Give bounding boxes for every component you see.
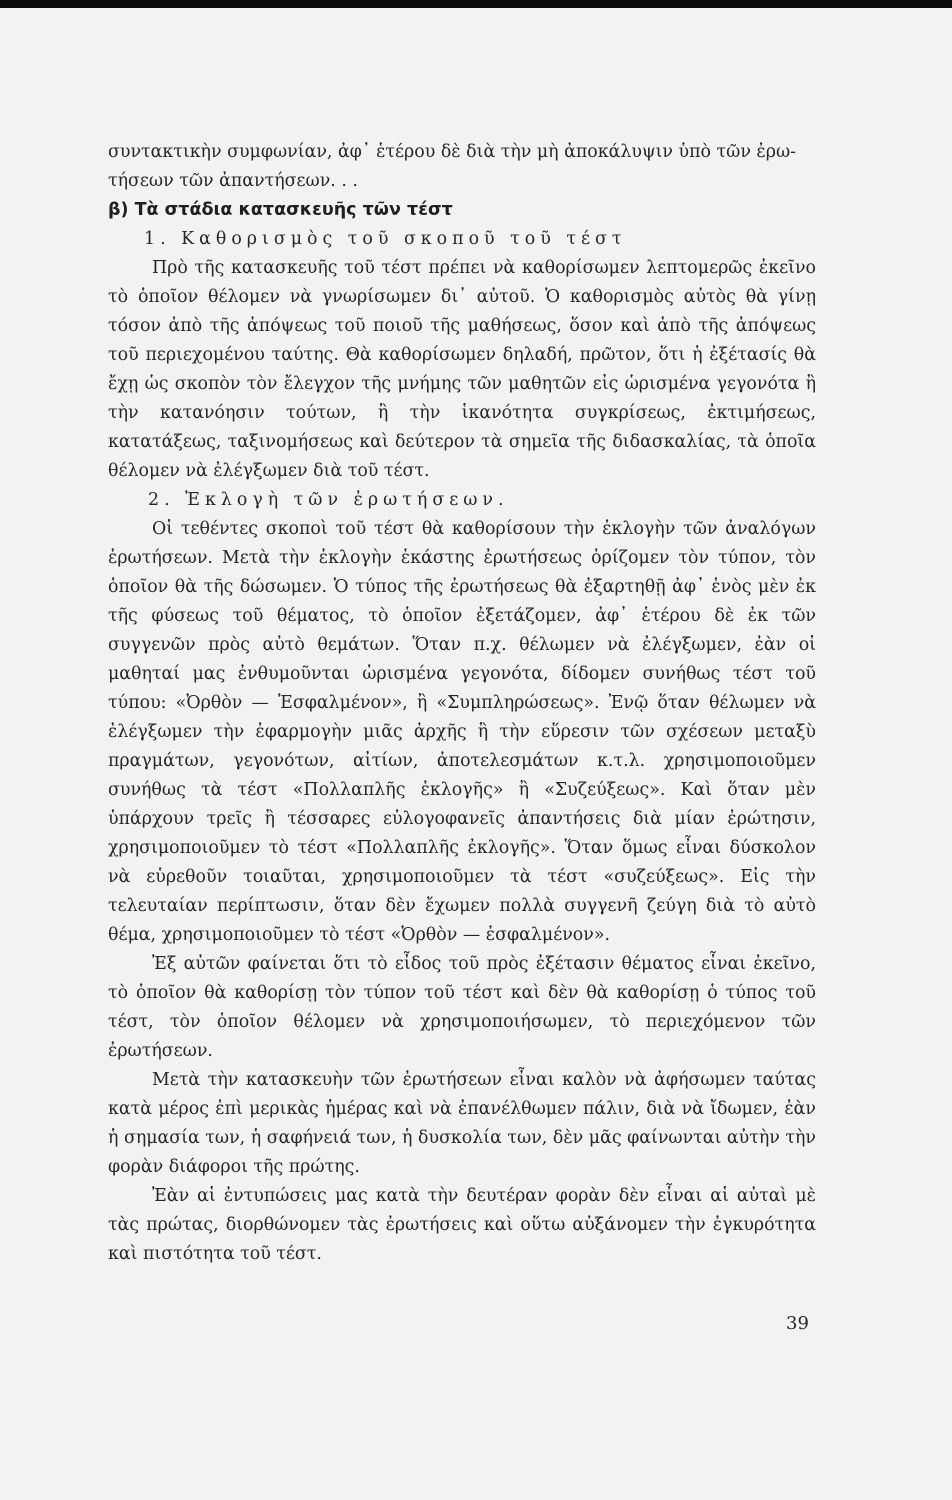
scan-top-border <box>0 0 952 8</box>
page-number: 39 <box>786 1313 809 1334</box>
subsection-2-heading: 2. Ἐκλογὴ τῶν ἐρωτήσεων. <box>148 490 509 510</box>
subsection-2-paragraph-3: Μετὰ τὴν κατασκευὴν τῶν ἐρωτήσεων εἶναι καλὸν νὰ ἀφήσωμεν ταύτας κατὰ μέρος ἐπὶ μερικὰς ἡμέρας καὶ νὰ ἐπανέλθωμεν πάλιν, διὰ νὰ ἴδωμεν, ἐὰν ἡ σημασία των, ἡ σαφήνειά των, ἡ δυσκολία των, δὲν μᾶς φαίνωνται αὐτὴν τὴν φορὰν διάφοροι τῆς πρώτης. <box>108 1070 816 1177</box>
subsection-2-paragraph-2: Ἐξ αὐτῶν φαίνεται ὅτι τὸ εἶδος τοῦ πρὸς ἐξέτασιν θέματος εἶναι ἐκεῖνο, τὸ ὁποῖον θὰ καθορίσῃ τὸν τύπον τοῦ τέστ καὶ δὲν θὰ καθορίσῃ ὁ τύπος τοῦ τέστ, τὸν ὁποῖον θέλομεν νὰ χρησιμοποιήσωμεν, τὸ περιεχόμενον τῶν ἐρωτήσεων. <box>108 954 816 1061</box>
intro-line-1: συντακτικὴν συμφωνίαν, ἀφ᾽ ἑτέρου δὲ διὰ τὴν μὴ ἀποκάλυψιν ὑπὸ τῶν ἐρω- <box>108 142 797 162</box>
page-body <box>108 138 816 1269</box>
subsection-2-paragraph-1: Οἱ τεθέντες σκοποὶ τοῦ τέστ θὰ καθορίσουν τὴν ἐκλογὴν τῶν ἀναλόγων ἐρωτήσεων. Μετὰ τὴν ἐκλογὴν ἑκάστης ἐρωτήσεως ὁρίζομεν τὸν τύπον, τὸν ὁποῖον θὰ τῆς δώσωμεν. Ὁ τύπος τῆς ἐρωτήσεως θὰ ἐξαρτηθῇ ἀφ᾽ ἑνὸς μὲν ἐκ τῆς φύσεως τοῦ θέματος, τὸ ὁποῖον ἐξετάζομεν, ἀφ᾽ ἑτέρου δὲ ἐκ τῶν συγγενῶν πρὸς αὐτὸ θεμάτων. Ὅταν π.χ. θέλωμεν νὰ ἐλέγξωμεν, ἐὰν οἱ μαθηταί μας ἐνθυμοῦνται ὡρισμένα γεγονότα, δίδομεν συνήθως τέστ τοῦ τύπου: «Ὀρθὸν — Ἐσφαλμένον», ἢ «Συμπληρώσεως». Ἐνῷ ὅταν θέλωμεν νὰ ἐλέγξωμεν τὴν ἐφαρμογὴν μιᾶς ἀρχῆς ἢ τὴν εὕρεσιν τῶν σχέσεων μεταξὺ πραγμάτων, γεγονότων, αἰτίων, ἀποτελεσμάτων κ.τ.λ. χρησιμοποιοῦμεν συνήθως τὰ τέστ «Πολλαπλῆς ἐκλογῆς» ἢ «Συζεύξεως». Καὶ ὅταν μὲν ὑπάρχουν τρεῖς ἢ τέσσαρες εὐλογοφανεῖς ἀπαντήσεις διὰ μίαν ἐρώτησιν, χρησιμοποιοῦμεν τὸ τέστ «Πολλαπλῆς ἐκλογῆς». Ὅταν ὅμως εἶναι δύσκολον νὰ εὑρεθοῦν τοιαῦται, χρησιμοποιοῦμεν τὰ τέστ «συζεύξεως». Εἰς τὴν τελευταίαν περίπτωσιν, ὅταν δὲν ἔχωμεν πολλὰ συγγενῆ ζεύγη διὰ τὸ αὐτὸ θέμα, χρησιμοποιοῦμεν τὸ τέστ «Ὀρθὸν — ἐσφαλμένον». <box>108 519 816 945</box>
intro-line-2: τήσεων τῶν ἀπαντήσεων. . . <box>108 171 358 191</box>
section-heading: β) Τὰ στάδια κατασκευῆς τῶν τέστ <box>108 200 453 220</box>
subsection-2-paragraph-4: Ἐὰν αἱ ἐντυπώσεις μας κατὰ τὴν δευτέραν φορὰν δὲν εἶναι αἱ αὐταὶ μὲ τὰς πρώτας, διορθώνομεν τὰς ἐρωτήσεις καὶ οὕτω αὐξάνομεν τὴν ἐγκυρότητα καὶ πιστότητα τοῦ τέστ. <box>108 1186 816 1264</box>
subsection-1-paragraph: Πρὸ τῆς κατασκευῆς τοῦ τέστ πρέπει νὰ καθορίσωμεν λεπτομερῶς ἐκεῖνο τὸ ὁποῖον θέλομεν νὰ γνωρίσωμεν δι᾽ αὐτοῦ. Ὁ καθορισμὸς αὐτὸς θὰ γίνῃ τόσον ἀπὸ τῆς ἀπόψεως τοῦ ποιοῦ τῆς μαθήσεως, ὅσον καὶ ἀπὸ τῆς ἀπόψεως τοῦ περιεχομένου ταύτης. Θὰ καθορίσωμεν δηλαδή, πρῶτον, ὅτι ἡ ἐξέτασίς θὰ ἔχῃ ὡς σκοπὸν τὸν ἔλεγχον τῆς μνήμης τῶν μαθητῶν εἰς ὡρισμένα γεγονότα ἢ τὴν κατανόησιν τούτων, ἢ τὴν ἱκανότητα συγκρίσεως, ἐκτιμήσεως, κατατάξεως, ταξινομήσεως καὶ δεύτερον τὰ σημεῖα τῆς διδασκαλίας, τὰ ὁποῖα θέλομεν νὰ ἐλέγξωμεν διὰ τοῦ τέστ. <box>108 258 816 481</box>
subsection-1-heading: 1. Καθορισμὸς τοῦ σκοποῦ τοῦ τέστ <box>144 229 627 249</box>
